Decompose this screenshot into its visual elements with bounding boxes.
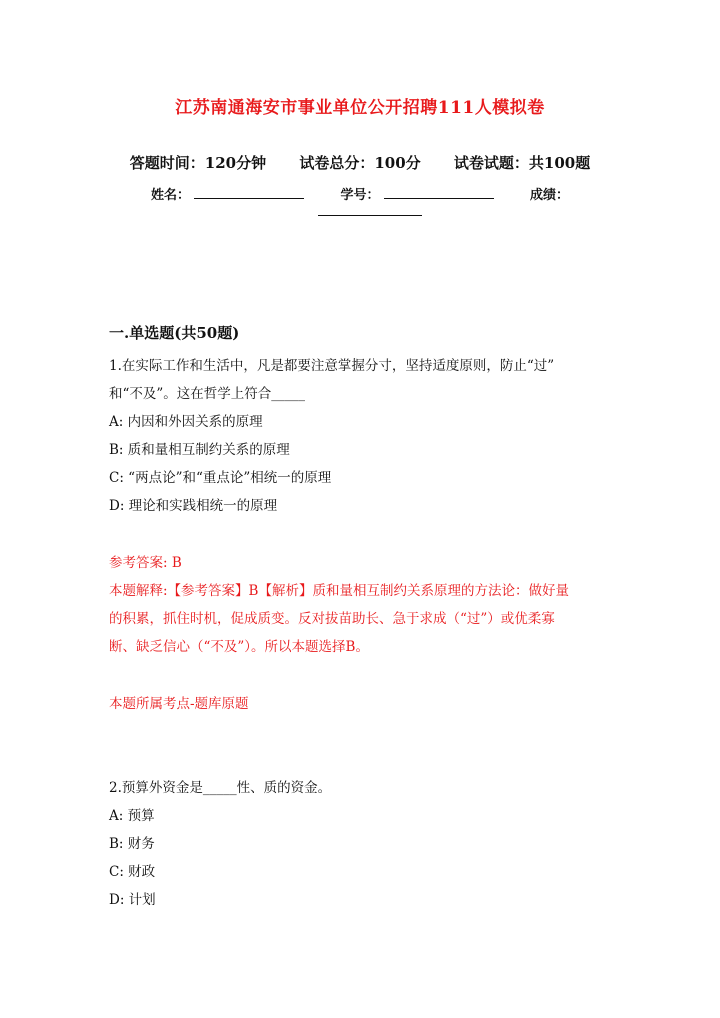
exam-question-count: 试卷试题：共100题	[453, 154, 591, 172]
name-blank[interactable]	[194, 186, 304, 199]
answer-block-1	[109, 549, 619, 661]
student-id-field	[340, 188, 498, 203]
name-label: 姓名：	[150, 188, 190, 203]
option-d: D: 计划	[109, 892, 156, 908]
student-id-blank[interactable]	[384, 186, 494, 199]
option-b: B: 财务	[109, 836, 155, 852]
explanation-line: 断、缺乏信心（“不及”）。所以本题选择B。	[109, 639, 369, 655]
option-c: C: 财政	[109, 864, 156, 880]
topic-note	[109, 690, 619, 718]
option-a: A: 内因和外因关系的原理	[109, 414, 263, 430]
option-d: D: 理论和实践相统一的原理	[109, 498, 278, 514]
option-a: A: 预算	[109, 808, 155, 824]
reference-answer: 参考答案: B	[109, 555, 182, 571]
question-stem-line: 1.在实际工作和生活中，凡是都要注意掌握分寸，坚持适度原则，防止“过”	[109, 358, 555, 374]
score-field	[530, 188, 569, 203]
question-stem-line: 2.预算外资金是_____性、质的资金。	[109, 780, 332, 796]
score-blank[interactable]	[318, 215, 422, 216]
student-id-label: 学号：	[340, 188, 380, 203]
question-1	[109, 352, 619, 520]
exam-total-score: 试卷总分：100分	[299, 154, 421, 172]
exam-time: 答题时间：120分钟	[129, 154, 267, 172]
topic-label: 本题所属考点-题库原题	[109, 696, 249, 712]
exam-meta	[0, 152, 720, 173]
question-2	[109, 774, 619, 914]
question-stem-line: 和“不及”。这在哲学上符合_____	[109, 386, 306, 402]
score-label: 成绩：	[530, 188, 570, 203]
option-b: B: 质和量相互制约关系的原理	[109, 442, 290, 458]
exam-title: 江苏南通海安市事业单位公开招聘111人模拟卷	[175, 98, 545, 118]
option-c: C: “两点论”和“重点论”相统一的原理	[109, 470, 332, 486]
student-fields	[0, 184, 720, 203]
name-field	[151, 188, 309, 203]
section-title: 一.单选题(共50题)	[109, 324, 240, 342]
explanation-line: 的积累，抓住时机，促成质变。反对拔苗助长、急于求成（“过”）或优柔寡	[109, 611, 555, 627]
explanation-line: 本题解释:【参考答案】B【解析】质和量相互制约关系原理的方法论：做好量	[109, 583, 569, 599]
